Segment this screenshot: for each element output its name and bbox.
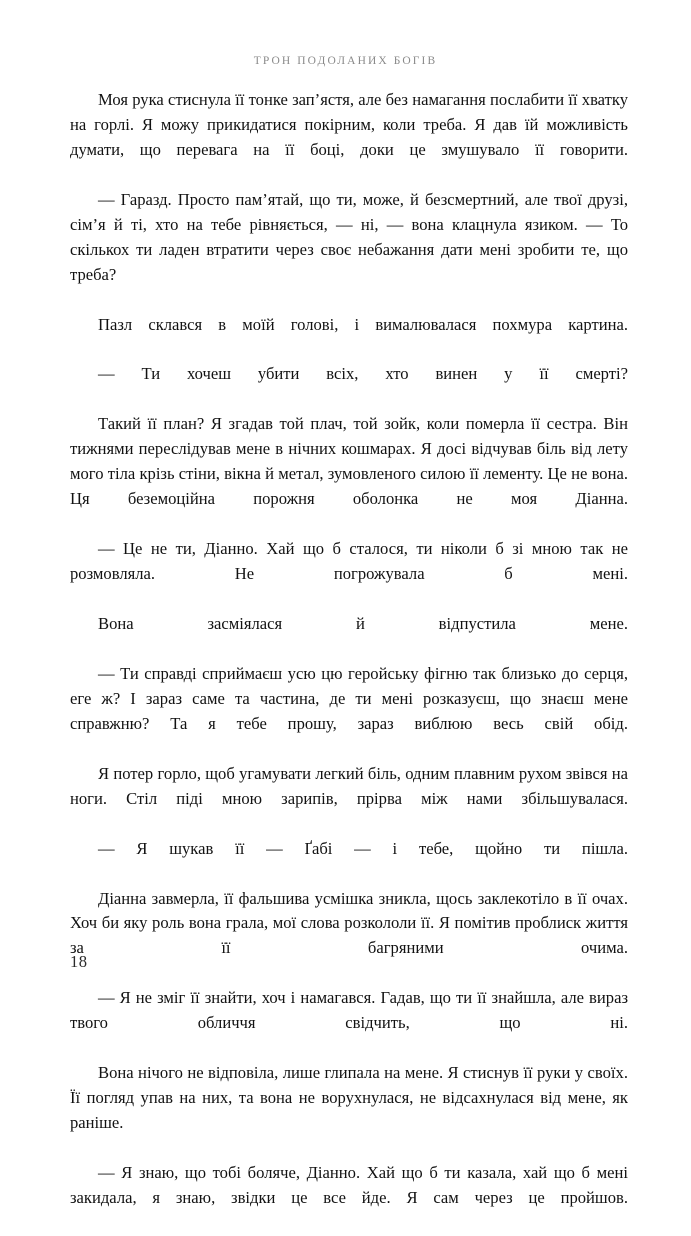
page-number: 18 [70,952,88,971]
paragraph: — Гаразд. Просто пам’ятай, що ти, може, й безсмертний, але твої друзі, сім’я й ті, хто на тебе рівняється, — ні, — вона клацнула язиком. — То скількох ти ладен втратити через своє небажання дати мені зробити те, що треба? [70,189,628,284]
paragraph: — Я знаю, що тобі боляче, Діанно. Хай що б ти казала, хай що б мені закидала, я знаю, звідки це все йде. Я сам через це пройшов. [70,1162,628,1207]
paragraph: Я потер горло, щоб угамувати легкий біль, одним плавним рухом звівся на ноги. Стіл піді мною зарипів, прірва між нами збільшувалася. [70,763,628,808]
body-text-block [70,88,628,1236]
paragraph: Такий її план? Я згадав той плач, той зойк, коли померла її сестра. Він тижнями переслідував мене в нічних кошмарах. Я досі відчував біль від лету мого тіла крізь стіни, вікна й метал, зумовленого силою її лементу. Це не вона. Ця беземоційна порожня оболонка не моя Діанна. [70,414,628,509]
paragraph: Пазл склався в моїй голові, і вималювалася похмура картина. [98,314,628,334]
paragraph: — Ти хочеш убити всіх, хто винен у її смерті? [98,364,628,384]
paragraph: — Я не зміг її знайти, хоч і намагався. Гадав, що ти її знайшла, але вираз твого обличчя свідчить, що ні. [70,988,628,1033]
running-head: ТРОН ПОДОЛАНИХ БОГІВ [253,55,438,67]
paragraph: Моя рука стиснула її тонке зап’ястя, але без намагання послабити її хватку на горлі. Я можу прикидатися покірним, коли треба. Я дав їй можливість думати, що перевага на її боці, доки це змушувало її говорити. [70,90,628,159]
paragraph: — Це не ти, Діанно. Хай що б сталося, ти ніколи б зі мною так не розмовляла. Не погрожувала б мені. [70,539,628,584]
paragraph: — Ти справді сприймаєш усю цю геройську фігню так близько до серця, еге ж? І зараз саме та частина, де ти мені розказуєш, що знаєш мене справжню? Та я тебе прошу, зараз виблюю весь свій обід. [70,663,628,733]
paragraph: Вона засміялася й відпустила мене. [98,614,628,634]
paragraph: Вона нічого не відповіла, лише глипала на мене. Я стиснув її руки у своїх. Її погляд упав на них, та вона не ворухнулася, не відсахнулася від мене, як раніше. [70,1063,628,1133]
paragraph: — Я шукав її — Ґабі — і тебе, щойно ти пішла. [98,838,628,858]
paragraph: Діанна завмерла, її фальшива усмішка зникла, щось заклекотіло в її очах. Хоч би яку роль вона грала, мої слова розкололи її. Я помітив проблиск життя за її багряними очима. [70,888,628,958]
